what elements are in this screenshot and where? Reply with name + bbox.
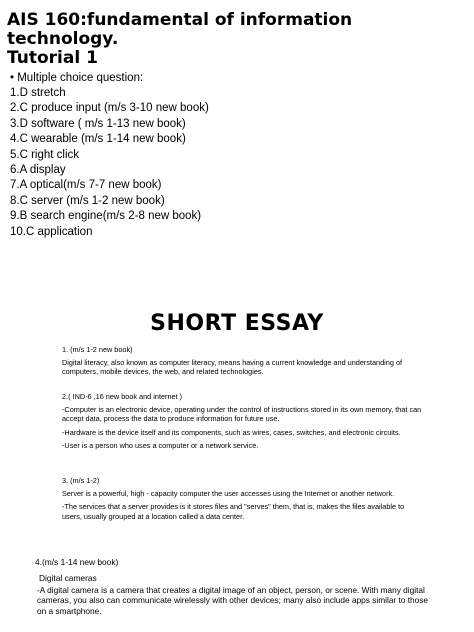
mcq-answer: 8.C server (m/s 1-2 new book) bbox=[10, 194, 165, 207]
mcq-answer: 5.C right click bbox=[10, 148, 80, 161]
essay-question-4-text: -A digital camera is a camera that creates a digital image of an object, person, or scene. With many digital cameras, you also can communicate wirelessly with other devices; many also include apps similar to those on a smartphone. bbox=[37, 585, 429, 616]
title-line-2: technology. bbox=[7, 29, 119, 49]
question-ref: 3. (m/s 1-2) bbox=[62, 476, 100, 485]
question-ref: 2.( IND-6 ,16 new book and internet ) bbox=[62, 392, 183, 401]
answer-point: -Computer is an electronic device, operating under the control of instructions stored in its own memory, that can accept data, process the data to produce information for future use. bbox=[62, 405, 422, 424]
mcq-answer: 1.D stretch bbox=[10, 87, 66, 99]
mcq-answer: 9.B search engine(m/s 2-8 new book) bbox=[10, 210, 202, 223]
page-title bbox=[7, 11, 467, 68]
essay-question-4-ref: 4.(m/s 1-14 new book) bbox=[35, 557, 119, 567]
title-line-3: Tutorial 1 bbox=[7, 48, 98, 68]
mcq-header: • Multiple choice question: bbox=[10, 72, 144, 84]
essay-question-4-subheading: Digital cameras bbox=[39, 573, 97, 583]
answer-point: Server is a powerful, high - capacity computer the user accesses using the Internet or another network. bbox=[62, 489, 395, 499]
mcq-answer-list bbox=[10, 86, 209, 240]
answer-point: -User is a person who uses a computer or a network service. bbox=[62, 440, 259, 450]
essay-question-2 bbox=[62, 392, 422, 450]
title-line-1: AIS 160:fundamental of information bbox=[7, 10, 353, 30]
answer-text: Digital literacy, also known as computer literacy, means having a current knowledge and understanding of computers, mobile devices, the web, and related technologies. bbox=[62, 358, 403, 377]
question-ref: 1. (m/s 1-2 new book) bbox=[62, 345, 133, 354]
mcq-answer: 3.D software ( m/s 1-13 new book) bbox=[10, 117, 186, 130]
essay-question-3 bbox=[62, 476, 422, 521]
answer-point: -The services that a server provides is it stores files and "serves" them, that is, makes the files available to users, usually grouped at a location called a data center. bbox=[62, 502, 405, 521]
mcq-answer: 6.A display bbox=[10, 164, 66, 177]
essay-question-1 bbox=[62, 345, 422, 377]
answer-point: -Hardware is the device itself and its components, such as wires, cases, switches, and electronic circuits. bbox=[62, 427, 401, 437]
mcq-answer: 2.C produce input (m/s 3-10 new book) bbox=[10, 102, 209, 115]
short-essay-heading: SHORT ESSAY bbox=[150, 311, 324, 336]
mcq-answer: 10.C application bbox=[10, 225, 93, 238]
mcq-answer: 7.A optical(m/s 7-7 new book) bbox=[10, 179, 162, 192]
mcq-answer: 4.C wearable (m/s 1-14 new book) bbox=[10, 133, 186, 146]
